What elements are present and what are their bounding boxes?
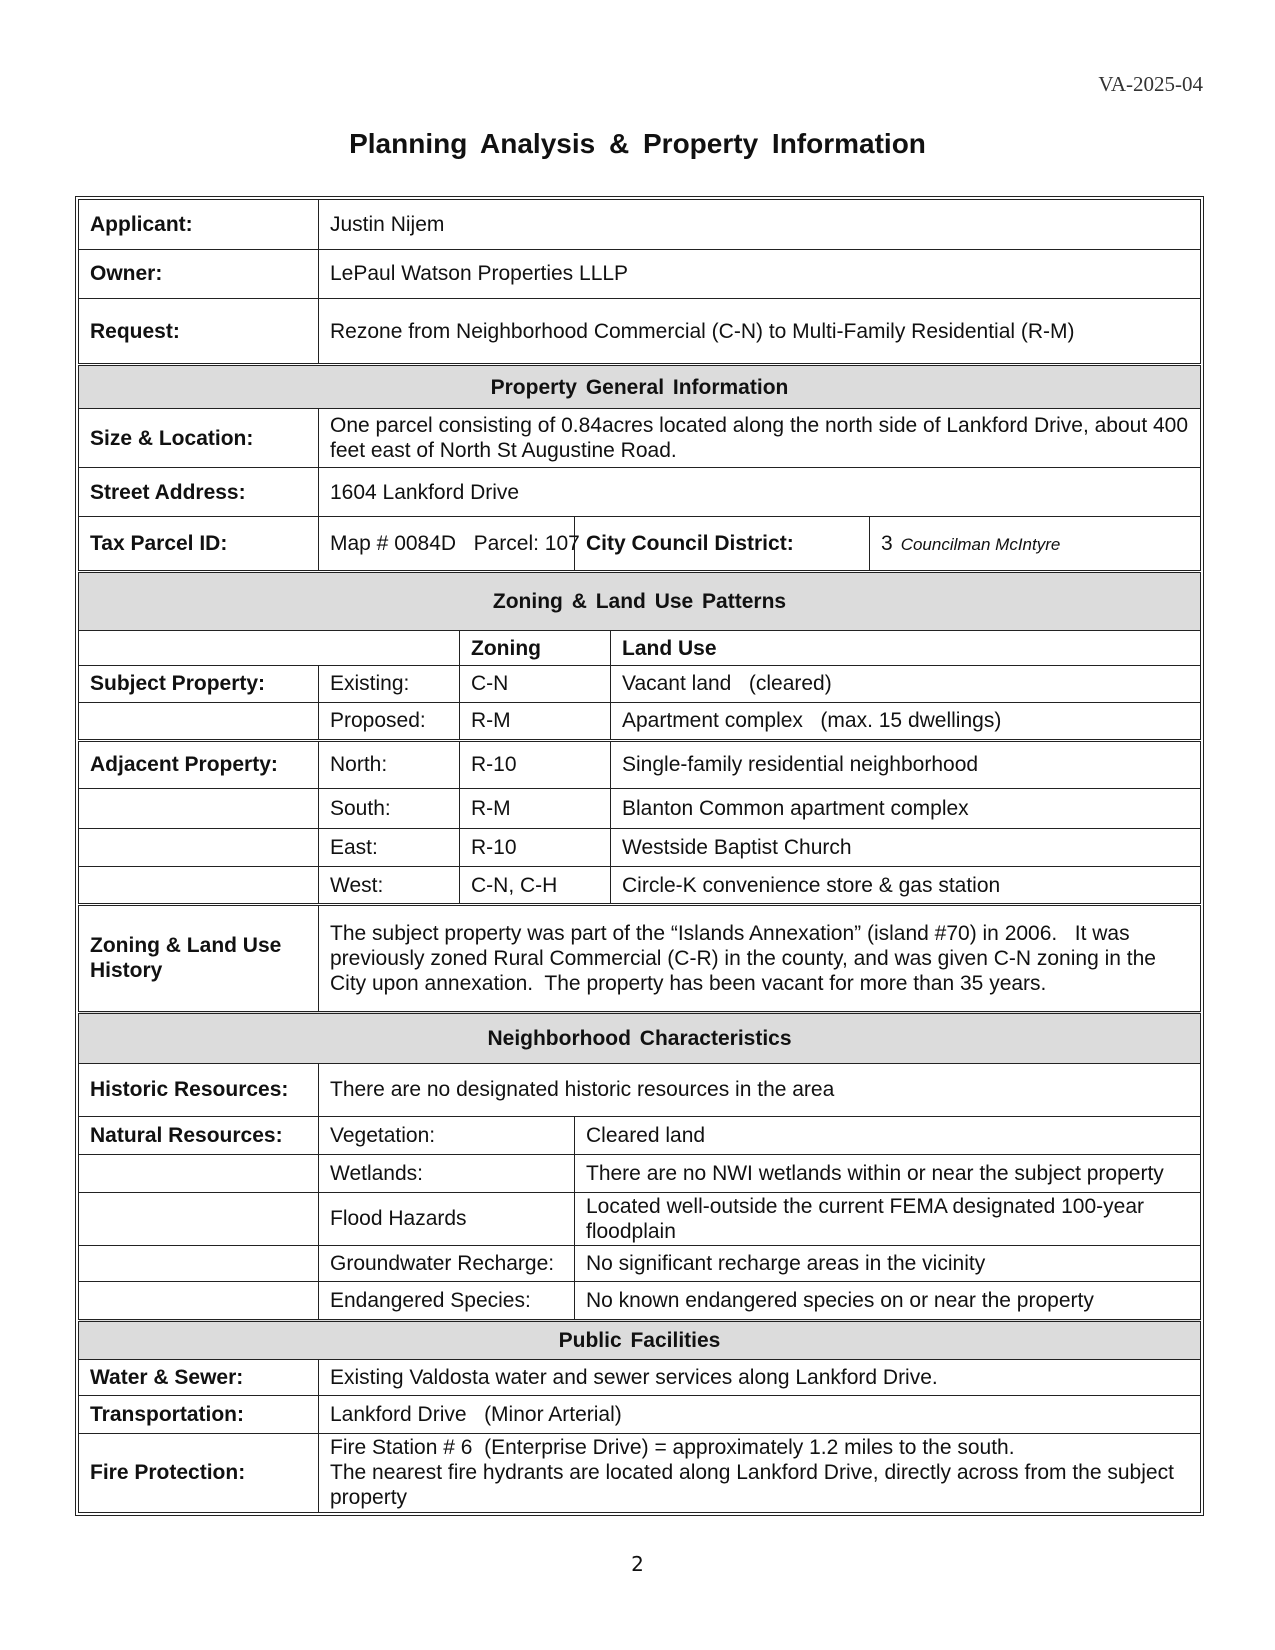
adjacent-property-label: Adjacent Property: xyxy=(79,740,319,789)
size-location-value: One parcel consisting of 0.84acres located along the north side of Lankford Drive, about 400 feet east of North St Augustine Road. xyxy=(319,408,1201,467)
zoning-history-row xyxy=(79,904,1201,1012)
facilities-header-row xyxy=(79,1320,1201,1360)
transportation-row xyxy=(79,1396,1201,1433)
label-spacer xyxy=(79,828,319,866)
adjacent-east-row xyxy=(79,828,1201,866)
fire-station-line: Fire Station # 6 (Enterprise Drive) = approximately 1.2 miles to the south. xyxy=(330,1436,1015,1460)
natural-wetlands-row xyxy=(79,1155,1201,1192)
zoning-cell: C-N, C-H xyxy=(460,867,611,904)
owner-label: Owner: xyxy=(79,249,319,298)
street-address-value: 1604 Lankford Drive xyxy=(319,468,1201,517)
land-use-cell: Westside Baptist Church xyxy=(611,828,1201,866)
transportation-label: Transportation: xyxy=(79,1396,319,1433)
natural-value-cell: Located well-outside the current FEMA designated 100-year floodplain xyxy=(575,1192,1201,1245)
tax-parcel-value: Map # 0084D Parcel: 107 xyxy=(319,517,575,572)
facilities-section-header: Public Facilities xyxy=(79,1320,1201,1360)
zoning-header-row xyxy=(79,572,1201,631)
zoning-cell: R-10 xyxy=(460,828,611,866)
natural-item-cell: Wetlands: xyxy=(319,1155,575,1192)
natural-value-cell: Cleared land xyxy=(575,1116,1201,1154)
adjacent-north-row xyxy=(79,740,1201,789)
owner-value: LePaul Watson Properties LLLP xyxy=(319,249,1201,298)
natural-item-cell: Flood Hazards xyxy=(319,1192,575,1245)
zoning-cell: R-M xyxy=(460,703,611,740)
property-info-table-frame xyxy=(75,196,1204,1516)
direction-cell: Proposed: xyxy=(319,703,460,740)
land-use-column-header: Land Use xyxy=(611,631,1201,665)
natural-groundwater-row xyxy=(79,1245,1201,1281)
council-district-cell xyxy=(870,517,1201,572)
transportation-value: Lankford Drive (Minor Arterial) xyxy=(319,1396,1201,1433)
request-row xyxy=(79,298,1201,365)
zoning-history-label: Zoning & Land Use History xyxy=(79,904,319,1012)
zoning-column-header: Zoning xyxy=(460,631,611,665)
street-address-label: Street Address: xyxy=(79,468,319,517)
historic-resources-value: There are no designated historic resources in the area xyxy=(319,1063,1201,1116)
zoning-section-header: Zoning & Land Use Patterns xyxy=(79,572,1201,631)
tax-parcel-row xyxy=(79,517,1201,572)
fire-protection-row xyxy=(79,1433,1201,1512)
council-district-label: City Council District: xyxy=(575,517,870,572)
fire-protection-value xyxy=(319,1433,1201,1512)
label-spacer xyxy=(79,789,319,829)
direction-cell: Existing: xyxy=(319,665,460,702)
owner-row xyxy=(79,249,1201,298)
water-sewer-row xyxy=(79,1360,1201,1396)
zoning-cell: R-10 xyxy=(460,740,611,789)
natural-value-cell: There are no NWI wetlands within or near the subject property xyxy=(575,1155,1201,1192)
zoning-history-value: The subject property was part of the “Islands Annexation” (island #70) in 2006. It was previously zoned Rural Commercial (C-R) in the county, and was given C-N zoning in the City upon annexation. The property has been vacant for more than 35 years. xyxy=(319,904,1201,1012)
subject-property-label: Subject Property: xyxy=(79,665,319,702)
subject-proposed-row xyxy=(79,703,1201,740)
document-id: VA-2025-04 xyxy=(1098,72,1203,96)
natural-flood-row xyxy=(79,1192,1201,1245)
council-district-value: 3 xyxy=(881,531,893,555)
natural-item-cell: Endangered Species: xyxy=(319,1282,575,1320)
neighborhood-header-row xyxy=(79,1012,1201,1063)
label-spacer xyxy=(79,1155,319,1192)
applicant-row xyxy=(79,200,1201,250)
natural-vegetation-row xyxy=(79,1116,1201,1154)
natural-endangered-row xyxy=(79,1282,1201,1320)
request-label: Request: xyxy=(79,298,319,365)
label-spacer xyxy=(79,1282,319,1320)
direction-cell: East: xyxy=(319,828,460,866)
councilman-name: Councilman McIntyre xyxy=(900,534,1061,554)
natural-item-cell: Groundwater Recharge: xyxy=(319,1245,575,1281)
land-use-cell: Blanton Common apartment complex xyxy=(611,789,1201,829)
zoning-column-spacer xyxy=(79,631,460,665)
land-use-cell: Apartment complex (max. 15 dwellings) xyxy=(611,703,1201,740)
tax-parcel-label: Tax Parcel ID: xyxy=(79,517,319,572)
land-use-cell: Vacant land (cleared) xyxy=(611,665,1201,702)
natural-item-cell: Vegetation: xyxy=(319,1116,575,1154)
street-address-row xyxy=(79,468,1201,517)
label-spacer xyxy=(79,867,319,904)
water-sewer-value: Existing Valdosta water and sewer services along Lankford Drive. xyxy=(319,1360,1201,1396)
direction-cell: South: xyxy=(319,789,460,829)
fire-hydrant-line: The nearest fire hydrants are located along Lankford Drive, directly across from the subject property xyxy=(330,1461,1174,1510)
land-use-cell: Circle-K convenience store & gas station xyxy=(611,867,1201,904)
neighborhood-section-header: Neighborhood Characteristics xyxy=(79,1012,1201,1063)
label-spacer xyxy=(79,1245,319,1281)
page-title: Planning Analysis & Property Information xyxy=(349,128,926,159)
water-sewer-label: Water & Sewer: xyxy=(79,1360,319,1396)
historic-resources-row xyxy=(79,1063,1201,1116)
size-location-label: Size & Location: xyxy=(79,408,319,467)
size-location-row xyxy=(79,408,1201,467)
applicant-label: Applicant: xyxy=(79,200,319,250)
request-value: Rezone from Neighborhood Commercial (C-N) to Multi-Family Residential (R-M) xyxy=(319,298,1201,365)
page-number: 2 xyxy=(631,1552,644,1576)
historic-resources-label: Historic Resources: xyxy=(79,1063,319,1116)
label-spacer xyxy=(79,703,319,740)
general-section-header: Property General Information xyxy=(79,365,1201,409)
zoning-column-header-row xyxy=(79,631,1201,665)
adjacent-south-row xyxy=(79,789,1201,829)
subject-existing-row xyxy=(79,665,1201,702)
zoning-cell: C-N xyxy=(460,665,611,702)
general-header-row xyxy=(79,365,1201,409)
fire-protection-label: Fire Protection: xyxy=(79,1433,319,1512)
direction-cell: North: xyxy=(319,740,460,789)
direction-cell: West: xyxy=(319,867,460,904)
natural-resources-label: Natural Resources: xyxy=(79,1116,319,1154)
property-info-table xyxy=(78,199,1201,1513)
applicant-value: Justin Nijem xyxy=(319,200,1201,250)
land-use-cell: Single-family residential neighborhood xyxy=(611,740,1201,789)
label-spacer xyxy=(79,1192,319,1245)
natural-value-cell: No significant recharge areas in the vicinity xyxy=(575,1245,1201,1281)
zoning-cell: R-M xyxy=(460,789,611,829)
natural-value-cell: No known endangered species on or near the property xyxy=(575,1282,1201,1320)
adjacent-west-row xyxy=(79,867,1201,904)
